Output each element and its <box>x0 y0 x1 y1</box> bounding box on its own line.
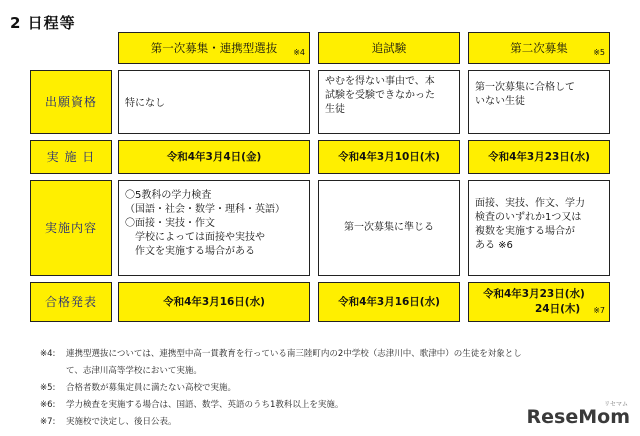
row-label-content <box>30 180 112 276</box>
footnote-key: ※5: <box>40 383 56 393</box>
footnote-mark: ※5 <box>593 48 605 57</box>
footnote-4 <box>40 346 522 363</box>
content-cell-second <box>468 180 610 276</box>
date-text: 令和4年3月16日(水) <box>163 296 265 308</box>
cell-text-line: 作文を実施する場合がある <box>125 246 255 257</box>
row-label-announcement <box>30 282 112 322</box>
date-text: 令和4年3月23日(水) <box>483 288 585 300</box>
date-text: 令和4年3月10日(木) <box>338 151 440 163</box>
announcement-cell-second <box>468 282 610 322</box>
column-header-first-recruitment <box>118 32 310 64</box>
qualification-cell-second <box>468 70 610 134</box>
row-label-text: 実 施 日 <box>46 150 96 164</box>
cell-text-line: 生徒 <box>325 104 345 115</box>
footnote-key: ※6: <box>40 400 56 410</box>
cell-text-line: 特になし <box>125 98 165 109</box>
cell-text-line: 面接、実技、作文、学力 <box>475 198 585 209</box>
row-label-text: 実施内容 <box>44 221 97 235</box>
content-cell-first <box>118 180 310 276</box>
column-header-label: 第一次募集・連携型選抜 <box>150 41 278 55</box>
footnote-mark: ※7 <box>593 306 605 315</box>
column-header-label: 第二次募集 <box>510 41 568 55</box>
resemom-logo <box>526 401 630 428</box>
cell-text-line: いない生徒 <box>475 96 525 107</box>
content-cell-makeup <box>318 180 460 276</box>
footnote-mark: ※4 <box>293 48 305 57</box>
footnote-text: 合格者数が募集定員に満たない高校で実施。 <box>66 383 237 393</box>
column-header-makeup-exam <box>318 32 460 64</box>
cell-text-line: やむを得ない事由で、本 <box>325 76 435 87</box>
footnote-key: ※4: <box>40 349 56 359</box>
row-label-qualification <box>30 70 112 134</box>
cell-text-line: （国語・社会・数学・理科・英語） <box>125 204 285 215</box>
announcement-cell-makeup <box>318 282 460 322</box>
footnotes <box>40 346 522 431</box>
logo-text: ReseMom <box>526 406 630 428</box>
cell-text-line: 〇5教科の学力検査 <box>125 190 212 201</box>
column-header-label: 追試験 <box>371 41 407 55</box>
section-heading: 2 日程等 <box>10 14 76 32</box>
qualification-cell-first <box>118 70 310 134</box>
logo-subtitle: リセマム <box>604 401 628 408</box>
column-header-second-recruitment <box>468 32 610 64</box>
date-text: 24日(木) <box>535 303 581 315</box>
date-text: 令和4年3月23日(水) <box>488 151 590 163</box>
footnote-4-continued <box>40 363 522 380</box>
cell-text-line: 複数を実施する場合が <box>475 226 575 237</box>
cell-text-line: ある ※6 <box>475 240 513 251</box>
footnote-text: 実施校で決定し、後日公表。 <box>66 417 177 427</box>
announcement-cell-first <box>118 282 310 322</box>
footnote-5 <box>40 380 522 397</box>
cell-text-line: 第一次募集に準じる <box>344 222 434 233</box>
cell-text-line: 検査のいずれか1つ又は <box>475 212 582 223</box>
date-cell-first <box>118 140 310 174</box>
cell-text-line: 第一次募集に合格して <box>475 82 575 93</box>
cell-text-line: 〇面接・実技・作文 <box>125 218 215 229</box>
row-label-text: 出願資格 <box>44 95 97 109</box>
footnote-6 <box>40 397 522 414</box>
cell-text-line: 試験を受験できなかった <box>325 90 435 101</box>
row-label-date <box>30 140 112 174</box>
qualification-cell-makeup <box>318 70 460 134</box>
footnote-7 <box>40 414 522 431</box>
date-text: 令和4年3月16日(水) <box>338 296 440 308</box>
footnote-key: ※7: <box>40 417 56 427</box>
date-text: 令和4年3月4日(金) <box>166 151 262 163</box>
footnote-text: 学力検査を実施する場合は、国語、数学、英語のうち1教科以上を実施。 <box>66 400 344 410</box>
footnote-text: て、志津川高等学校において実施。 <box>66 366 202 376</box>
date-cell-second <box>468 140 610 174</box>
footnote-text: 連携型選抜については、連携型中高一貫教育を行っている南三陸町内の2中学校（志津川中、歌津中）の生徒を対象とし <box>66 349 522 359</box>
row-label-text: 合格発表 <box>44 295 97 309</box>
date-cell-makeup <box>318 140 460 174</box>
cell-text-line: 学校によっては面接や実技や <box>125 232 265 243</box>
